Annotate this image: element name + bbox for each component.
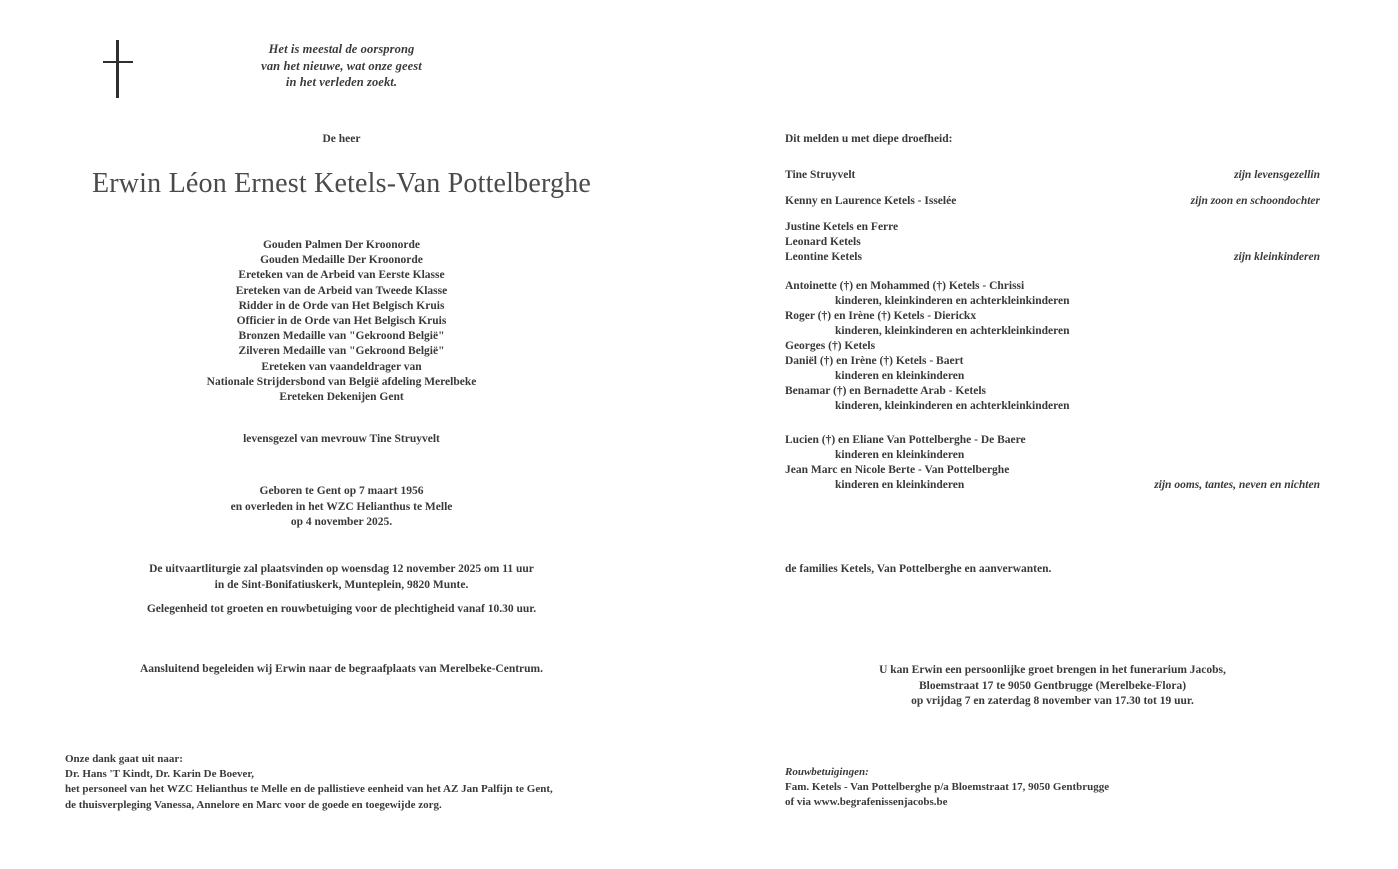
honor-item: Ereteken van de Arbeid van Tweede Klasse xyxy=(235,284,448,297)
relative-row xyxy=(785,384,1320,399)
relative-row xyxy=(785,194,1320,209)
death-place-line: en overleden in het WZC Helianthus te Melle xyxy=(230,500,453,513)
honor-item: Bronzen Medaille van "Gekroond België" xyxy=(238,330,445,343)
honor-item: Nationale Strijdersbond van België afdeling Merelbeke xyxy=(206,375,477,388)
relative-row xyxy=(785,369,1320,384)
death-date-line: op 4 november 2025. xyxy=(290,516,393,528)
funerarium-block xyxy=(785,663,1320,710)
relative-row xyxy=(785,168,1320,183)
thanks-line-1: Dr. Hans 'T Kindt, Dr. Karin De Boever, xyxy=(65,768,254,781)
announcement-intro: Dit melden u met diepe droefheid: xyxy=(785,133,953,145)
relative-row xyxy=(785,279,1320,294)
relation-label: zijn levensgezellin xyxy=(1234,169,1320,181)
relative-row xyxy=(785,250,1320,265)
relative-row xyxy=(785,235,1320,250)
condolences-address: Fam. Ketels - Van Pottelberghe p/a Bloemstraat 17, 9050 Gentbrugge xyxy=(785,781,1110,794)
relation-label: zijn zoon en schoondochter xyxy=(1190,195,1320,207)
relative-name: Daniël (†) en Irène (†) Ketels - Baert xyxy=(785,355,964,367)
families-line: de families Ketels, Van Pottelberghe en aanverwanten. xyxy=(785,563,1052,575)
relatives-group-son xyxy=(785,194,1320,209)
relative-row xyxy=(785,448,1320,463)
honor-item: Ereteken van vaandeldrager van xyxy=(261,360,422,373)
relative-name: Roger (†) en Irène (†) Ketels - Dierickx xyxy=(785,310,977,322)
relatives-group-siblings xyxy=(785,279,1320,414)
condolences-block xyxy=(785,765,1320,811)
relative-name: Justine Ketels en Ferre xyxy=(785,221,899,233)
relative-descendants: kinderen en kleinkinderen xyxy=(835,370,965,382)
relative-name: Georges (†) Ketels xyxy=(785,340,876,352)
liturgy-line-1: De uitvaartliturgie zal plaatsvinden op woensdag 12 november 2025 om 11 uur xyxy=(149,563,534,575)
funerarium-line-1: U kan Erwin een persoonlijke groet brengen in het funerarium Jacobs, xyxy=(879,664,1226,676)
honor-item: Ereteken Dekenijen Gent xyxy=(279,391,404,404)
relative-row xyxy=(785,324,1320,339)
epigraph-line: Het is meestal de oorsprong xyxy=(268,42,415,56)
left-column xyxy=(60,0,623,869)
relative-name: Lucien (†) en Eliane Van Pottelberghe - De Baere xyxy=(785,434,1026,446)
relative-name: Leonard Ketels xyxy=(785,236,861,248)
liturgy-line-3: Gelegenheid tot groeten en rouwbetuiging voor de plechtigheid vanaf 10.30 uur. xyxy=(146,603,537,615)
honor-item: Gouden Medaille Der Kroonorde xyxy=(260,254,423,267)
relative-descendants: kinderen, kleinkinderen en achterkleinkinderen xyxy=(835,325,1070,337)
relatives-group-grandchildren xyxy=(785,220,1320,265)
relative-row xyxy=(785,220,1320,235)
funerarium-line-3: op vrijdag 7 en zaterdag 8 november van 17.30 tot 19 uur. xyxy=(911,695,1194,708)
honor-item: Officier in de Orde van Het Belgisch Kruis xyxy=(236,315,447,328)
condolences-website: of via www.begrafenissenjacobs.be xyxy=(785,796,948,809)
relatives-group-partner xyxy=(785,168,1320,183)
thanks-line-2: het personeel van het WZC Helianthus te Melle en de pallistieve eenheid van het AZ Jan Palfijn te Gent, xyxy=(65,783,553,796)
burial-line: Aansluitend begeleiden wij Erwin naar de begraafplaats van Merelbeke-Centrum. xyxy=(139,663,544,675)
relatives-group-van-pottelberghe xyxy=(785,433,1320,493)
relative-name: Benamar (†) en Bernadette Arab - Ketels xyxy=(785,385,986,397)
relative-name: Kenny en Laurence Ketels - Isselée xyxy=(785,195,957,207)
epigraph xyxy=(60,41,623,91)
honor-item: Ereteken van de Arbeid van Eerste Klasse xyxy=(238,269,445,282)
honors-list xyxy=(60,238,623,405)
right-column xyxy=(775,0,1320,869)
honor-item: Zilveren Medaille van "Gekroond België" xyxy=(238,345,445,358)
relative-descendants: kinderen en kleinkinderen xyxy=(835,449,965,461)
relative-descendants: kinderen, kleinkinderen en achterkleinkinderen xyxy=(835,295,1070,307)
birth-line: Geboren te Gent op 7 maart 1956 xyxy=(259,485,424,497)
deceased-name: Erwin Léon Ernest Ketels-Van Pottelberghe xyxy=(91,168,592,199)
relative-row xyxy=(785,354,1320,369)
thanks-line-3: de thuisverpleging Vanessa, Annelore en Marc voor de goede en toegewijde zorg. xyxy=(65,798,442,811)
relative-descendants: kinderen en kleinkinderen xyxy=(835,479,965,491)
relative-row xyxy=(785,339,1320,354)
relative-name: Antoinette (†) en Mohammed (†) Ketels - Chrissi xyxy=(785,280,1025,292)
relative-row xyxy=(785,294,1320,309)
liturgy-block xyxy=(60,561,623,617)
relative-name: Jean Marc en Nicole Berte - Van Pottelberghe xyxy=(785,464,1010,476)
relative-descendants: kinderen, kleinkinderen en achterkleinkinderen xyxy=(835,400,1070,412)
partner-line: levensgezel van mevrouw Tine Struyvelt xyxy=(243,433,440,445)
liturgy-line-2: in de Sint-Bonifatiuskerk, Munteplein, 9820 Munte. xyxy=(214,579,469,591)
honor-item: Gouden Palmen Der Kroonorde xyxy=(262,239,421,251)
birth-death-block xyxy=(60,484,623,531)
condolences-heading: Rouwbetuigingen: xyxy=(785,766,869,778)
epigraph-line: van het nieuwe, wat onze geest xyxy=(261,58,422,73)
honor-item: Ridder in de Orde van Het Belgisch Kruis xyxy=(238,299,445,312)
relative-row xyxy=(785,399,1320,414)
epigraph-line: in het verleden zoekt. xyxy=(285,75,398,89)
relative-name: Leontine Ketels xyxy=(785,251,862,263)
thanks-block xyxy=(65,752,623,813)
spacer xyxy=(60,593,623,601)
funerarium-line-2: Bloemstraat 17 te 9050 Gentbrugge (Merelbeke-Flora) xyxy=(918,679,1187,692)
relative-name: Tine Struyvelt xyxy=(785,169,856,181)
relative-row xyxy=(785,478,1320,493)
relation-label: zijn kleinkinderen xyxy=(1234,251,1320,263)
relative-row xyxy=(785,433,1320,448)
relative-row xyxy=(785,309,1320,324)
thanks-heading: Onze dank gaat uit naar: xyxy=(65,753,183,765)
honorific-label: De heer xyxy=(322,133,361,145)
relative-row xyxy=(785,463,1320,478)
relation-label: zijn ooms, tantes, neven en nichten xyxy=(1154,479,1320,491)
